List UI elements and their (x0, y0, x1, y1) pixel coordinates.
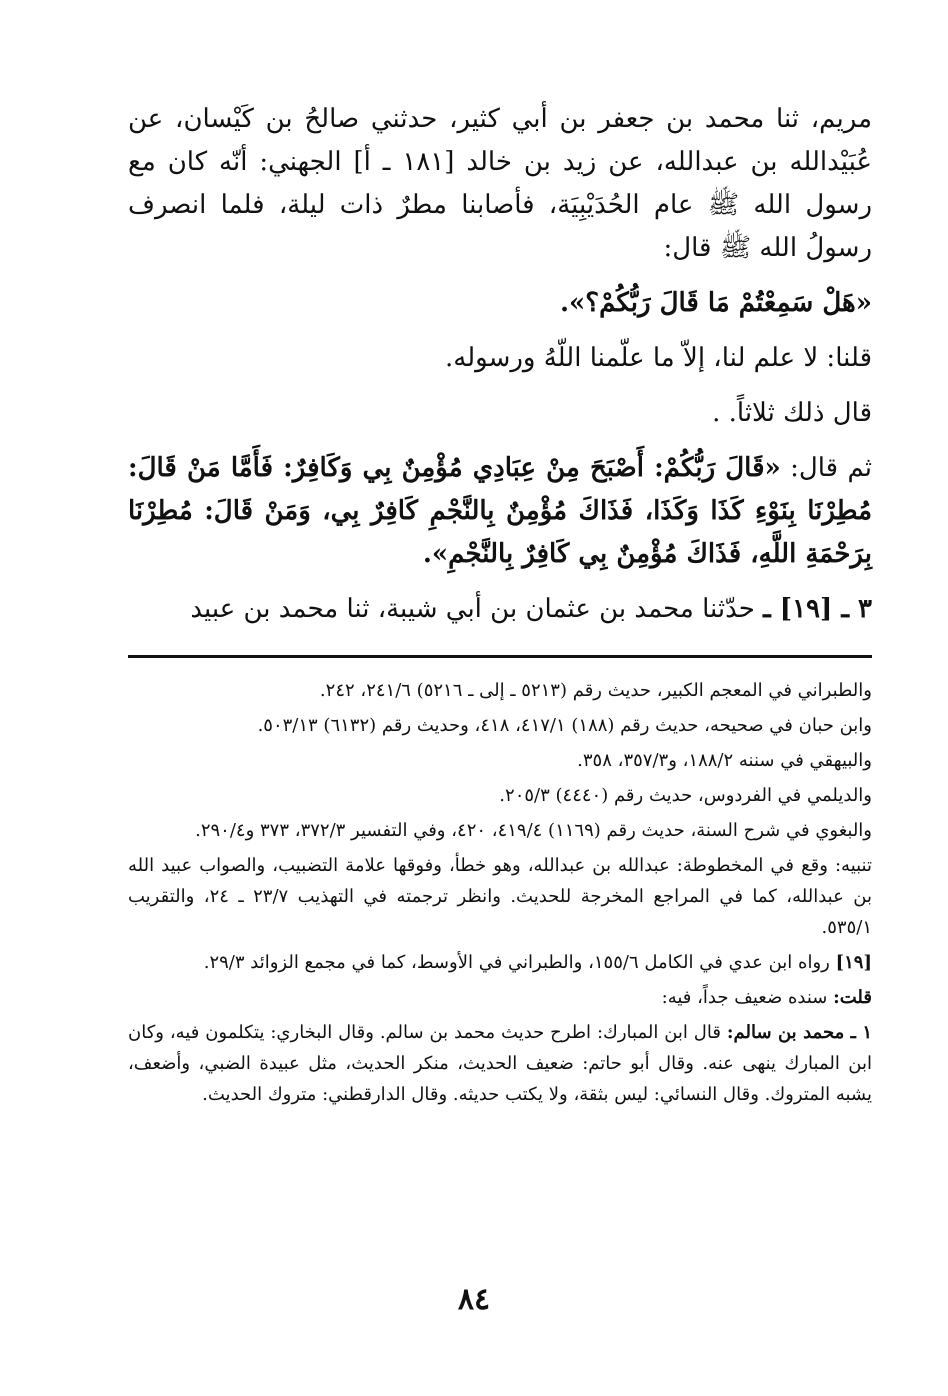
paragraph-reply: قلنا: لا علم لنا، إلاّ ما علّمنا اللّهُ ورسوله. (445, 343, 872, 373)
hadith-qudsi-quote: «قَالَ رَبُّكُمْ: أَصْبَحَ مِنْ عِبَادِي مُؤْمِنٌ بِي وَكَافِرٌ: فَأَمَّا مَنْ قَالَ: مُطِرْنَا بِنَوْءِ كَذَا وَكَذَا، فَذَاكَ مُؤْمِنٌ بِالنَّجْمِ كَافِرٌ بِي، وَمَنْ قَالَ: مُطِرْنَا بِرَحْمَةِ اللَّهِ، فَذَاكَ مُؤْمِنٌ بِي كَافِرٌ بِالنَّجْمِ». (128, 453, 872, 569)
paragraph-isnad: مريم، ثنا محمد بن جعفر بن أبي كثير، حدثني صالحُ بن كَيْسان، عن عُبَيْدالله بن عبدالله، عن زيد بن خالد [١٨١ ـ أ] الجهني: أنّه كان مع رسول الله ﷺ عام الحُدَيْبِيَة، فأصابنا مطرٌ ذات ليلة، فلما انصرف رسولُ الله ﷺ قال: (128, 104, 872, 263)
page-number: ٨٤ (457, 1282, 491, 1317)
footnote-line: والبغوي في شرح السنة، حديث رقم (١١٦٩) ٤١٩/٤، ٤٢٠، وفي التفسير ٣٧٢/٣، ٣٧٣ و٢٩٠/٤. (195, 820, 872, 841)
footnote-number: [١٩] (835, 952, 872, 973)
hadith-intro: ثم قال: (790, 453, 873, 483)
footnote-text: سنده ضعيف جداً، فيه: (661, 987, 828, 1008)
footnote-line (128, 947, 872, 978)
next-hadith-text: حدّثنا محمد بن عثمان بن أبي شيبة، ثنا محمد بن عبيد (190, 594, 755, 624)
footnotes (128, 675, 872, 1114)
footnote-line: والبيهقي في سننه ١٨٨/٢، و٣٥٧/٣، ٣٥٨. (577, 750, 872, 771)
footnote-line: والديلمي في الفردوس، حديث رقم (٤٤٤٠) ٢٠٥/٣. (499, 785, 872, 806)
footnote-line: تنبيه: وقع في المخطوطة: عبدالله بن عبدالله، وهو خطأ، وفوقها علامة التضبيب، والصواب عبيد الله بن عبدالله، كما في المراجع المخرجة للحديث. وانظر ترجمته في التهذيب ٢٣/٧ ـ ٢٤، والتقريب ٥٣٥/١. (128, 855, 872, 938)
footnote-line (128, 982, 872, 1013)
footnote-label: ١ ـ محمد بن سالم: (726, 1022, 873, 1043)
footnote-label: قلت: (833, 987, 872, 1008)
footnote-divider (128, 655, 872, 658)
paragraph-next-hadith (128, 588, 872, 631)
footnote-line: والطبراني في المعجم الكبير، حديث رقم (٥٢١٣ ـ إلى ـ ٥٢١٦) ٢٤١/٦، ٢٤٢. (319, 680, 872, 701)
footnote-text: قال ابن المبارك: اطرح حديث محمد بن سالم. وقال البخاري: يتكلمون فيه، وكان ابن المبارك ينهى عنه. وقال أبو حاتم: ضعيف الحديث، منكر الحديث، مثل عبيدة الضبي، وأضعف، يشبه المتروك. وقال النسائي: ليس بثقة، ولا يكتب حديثه. وقال الدارقطني: متروك الحديث. (128, 1022, 872, 1105)
paragraph-repeat: قال ذلك ثلاثاً. . (712, 398, 872, 428)
main-text (128, 98, 872, 631)
paragraph-hadith-qudsi (128, 447, 872, 576)
footnote-line: وابن حبان في صحيحه، حديث رقم (١٨٨) ٤١٧/١، ٤١٨، وحديث رقم (٦١٣٢) ٥٠٣/١٣. (257, 715, 872, 736)
footnote-line (128, 1017, 872, 1110)
hadith-quote: «هَلْ سَمِعْتُمْ مَا قَالَ رَبُّكُمْ؟». (559, 288, 872, 318)
hadith-number: ٣ ـ [١٩] ـ (763, 594, 872, 624)
footnote-text: رواه ابن عدي في الكامل ١٥٥/٦، والطبراني في الأوسط، كما في مجمع الزوائد ٢٩/٣. (203, 952, 830, 973)
